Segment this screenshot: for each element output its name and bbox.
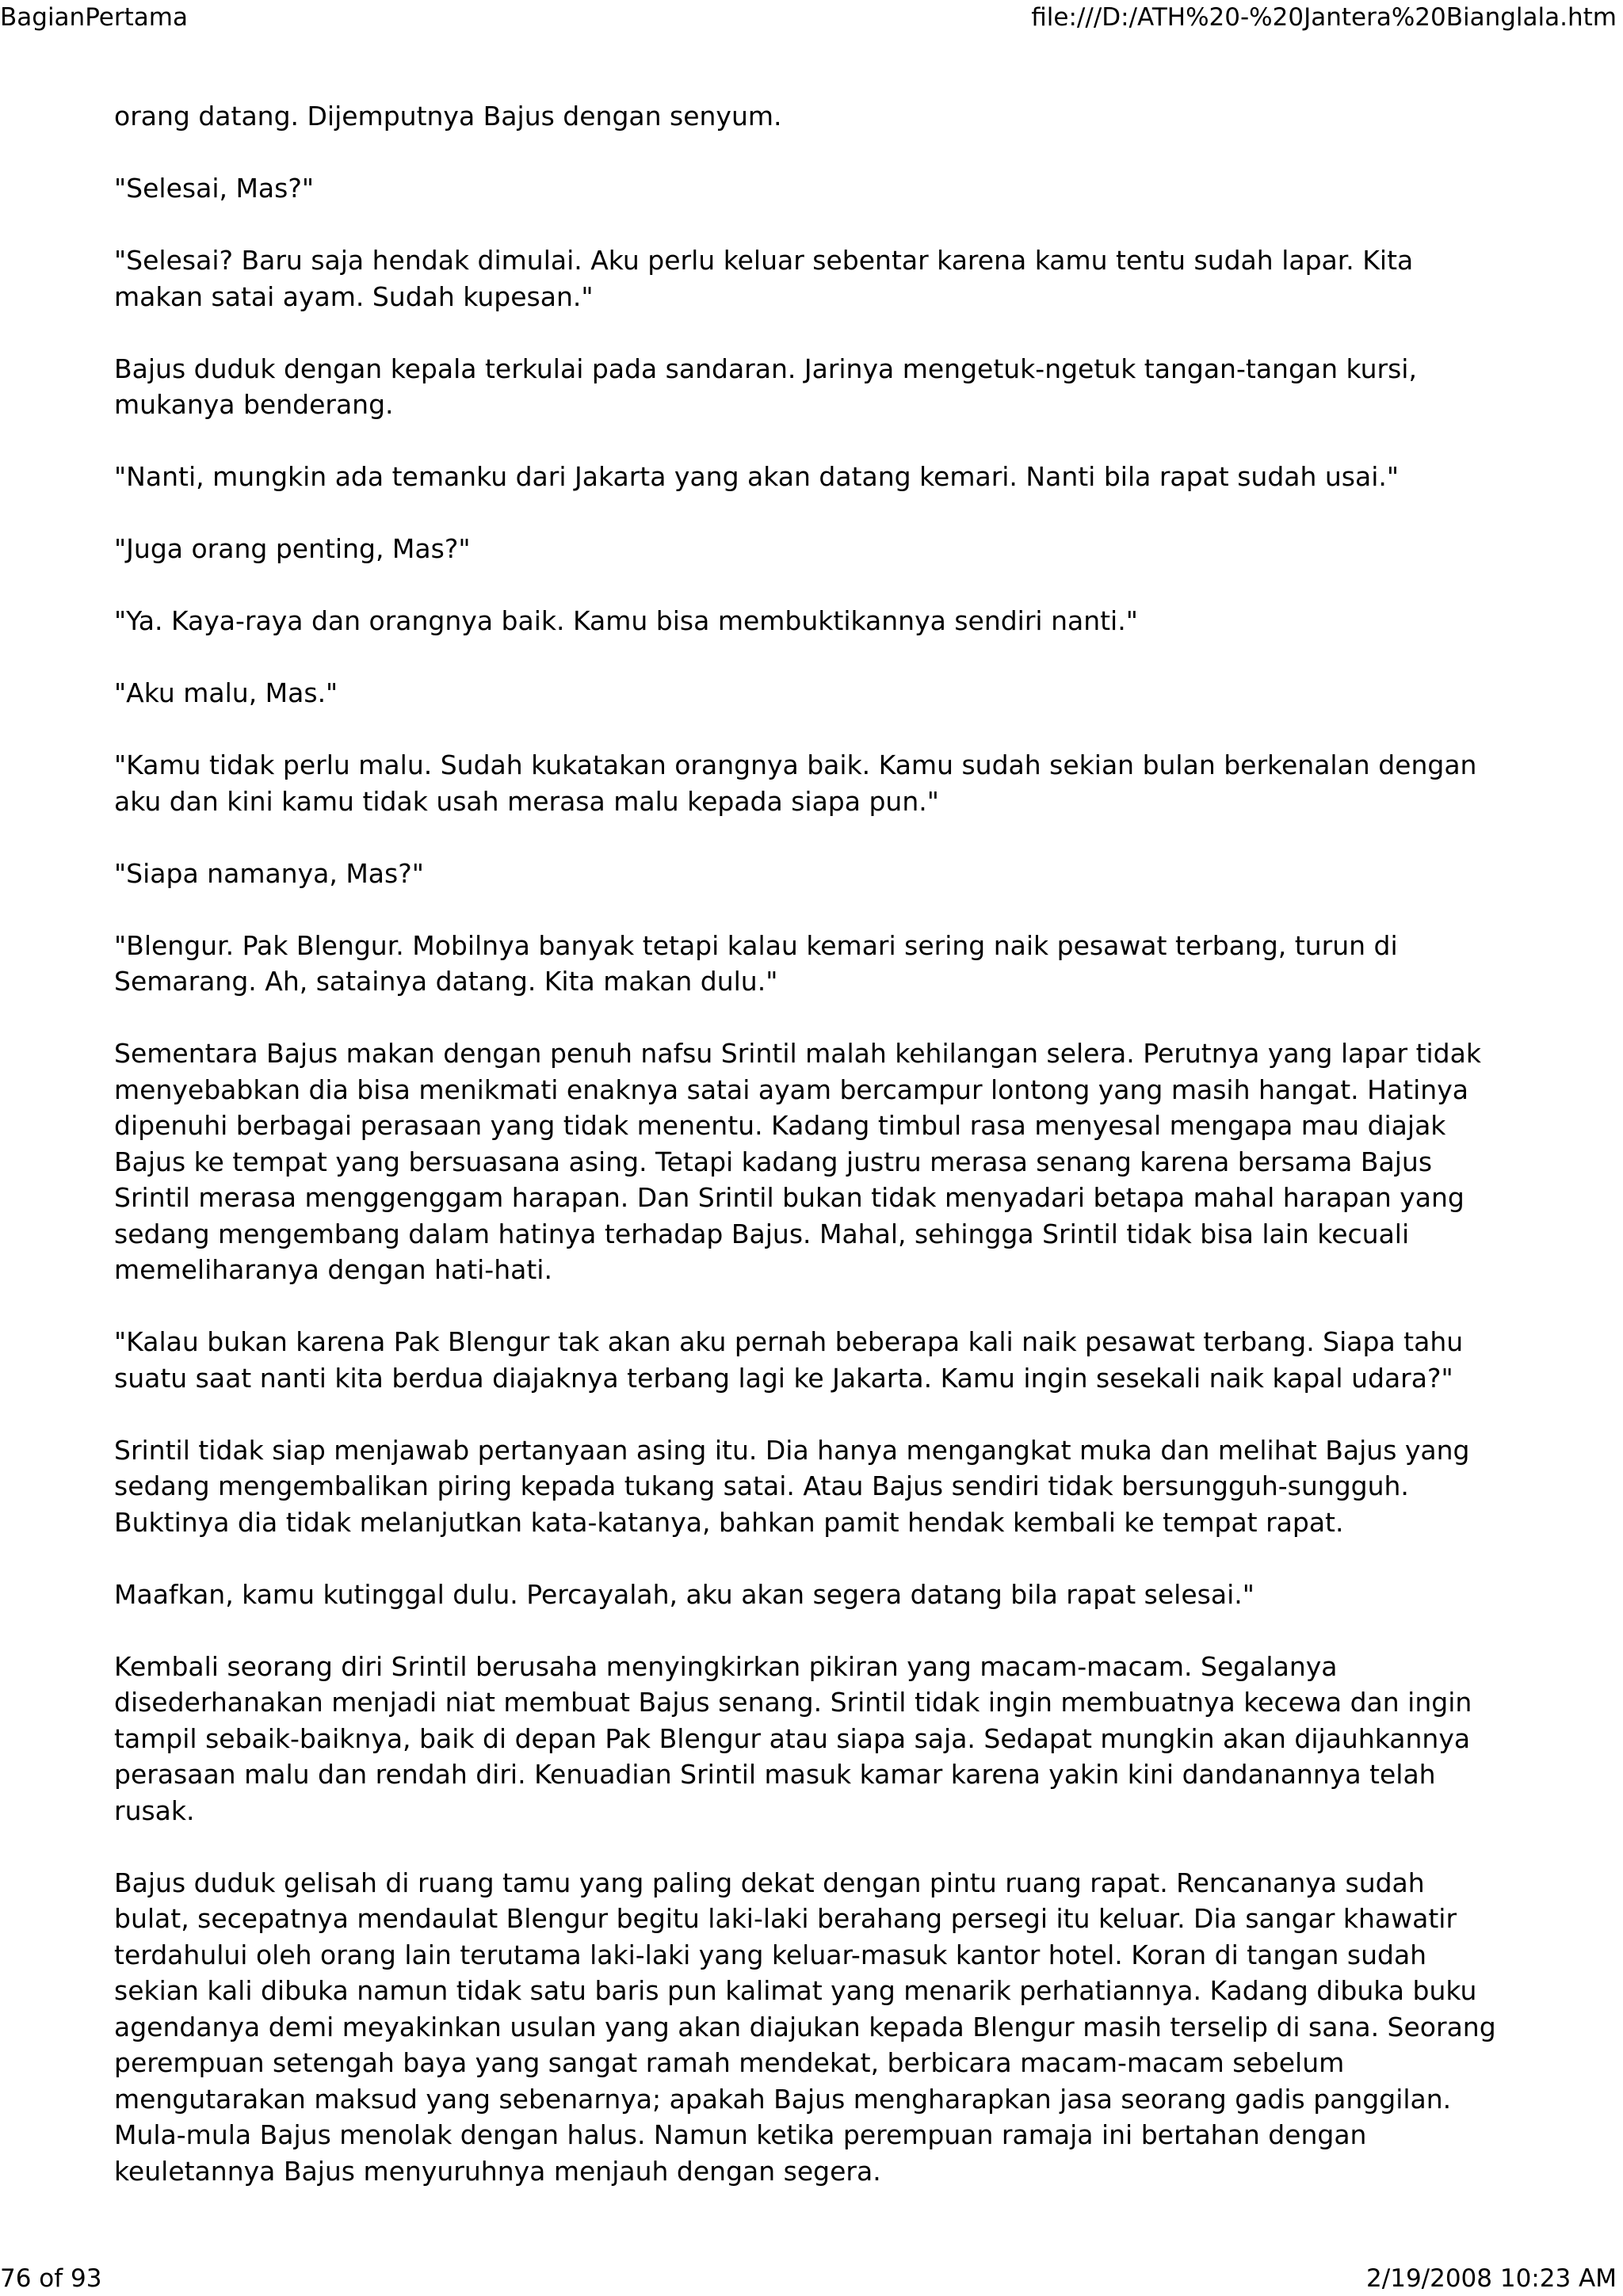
document-body bbox=[114, 98, 1506, 2225]
paragraph: "Selesai, Mas?" bbox=[114, 173, 315, 204]
paragraph: Bajus duduk gelisah di ruang tamu yang paling dekat dengan pintu ruang rapat. Rencananya sudah bulat, secepatnya mendaulat Blengur begitu laki-laki berahang persegi itu keluar. Dia sangar khawatir terdahului oleh orang lain terutama laki-laki yang keluar-masuk kantor hotel. Koran di tangan sudah sekian kali dibuka namun tidak satu baris pun kalimat yang menarik perhatiannya. Kadang dibuka buku agendanya demi meyakinkan usulan yang akan diajukan kepada Blengur masih terselip di sana. Seorang perempuan setengah baya yang sangat ramah mendekat, berbicara macam-macam sebelum mengutarakan maksud yang sebenarnya; apakah Bajus mengharapkan jasa seorang gadis panggilan. Mula-mula Bajus menolak dengan halus. Namun ketika perempuan ramaja ini bertahan dengan keuletannya Bajus menyuruhnya menjauh dengan segera. bbox=[114, 1867, 1496, 2187]
paragraph: Sementara Bajus makan dengan penuh nafsu Srintil malah kehilangan selera. Perutnya yang lapar tidak menyebabkan dia bisa menikmati enaknya satai ayam bercampur lontong yang masih hangat. Hatinya dipenuhi berbagai perasaan yang tidak menentu. Kadang timbul rasa menyesal mengapa mau diajak Bajus ke tempat yang bersuasana asing. Tetapi kadang justru merasa senang karena bersama Bajus Srintil merasa menggenggam harapan. Dan Srintil bukan tidak menyadari betapa mahal harapan yang sedang mengembang dalam hatinya terhadap Bajus. Mahal, sehingga Srintil tidak bisa lain kecuali memeliharanya dengan hati-hati. bbox=[114, 1038, 1481, 1285]
paragraph: Maafkan, kamu kutinggal dulu. Percayalah, aku akan segera datang bila rapat selesai." bbox=[114, 1578, 1254, 1610]
paragraph: "Nanti, mungkin ada temanku dari Jakarta yang akan datang kemari. Nanti bila rapat sudah usai." bbox=[114, 461, 1400, 492]
paragraph: "Aku malu, Mas." bbox=[114, 677, 338, 708]
print-header bbox=[0, 0, 1623, 35]
print-footer bbox=[0, 2261, 1623, 2296]
page-url: file:///D:/ATH%20-%20Jantera%20Bianglala.htm bbox=[1031, 3, 1617, 32]
paragraph: "Kalau bukan karena Pak Blengur tak akan aku pernah beberapa kali naik pesawat terbang. Siapa tahu suatu saat nanti kita berdua diajaknya terbang lagi ke Jakarta. Kamu ingin sesekali naik kapal udara?" bbox=[114, 1326, 1464, 1394]
paragraph: "Kamu tidak perlu malu. Sudah kukatakan orangnya baik. Kamu sudah sekian bulan berkenalan dengan aku dan kini kamu tidak usah merasa malu kepada siapa pun." bbox=[114, 749, 1477, 817]
paragraph: Bajus duduk dengan kepala terkulai pada sandaran. Jarinya mengetuk-ngetuk tangan-tangan kursi, mukanya benderang. bbox=[114, 353, 1417, 420]
print-timestamp: 2/19/2008 10:23 AM bbox=[1366, 2264, 1617, 2293]
paragraph: Kembali seorang diri Srintil berusaha menyingkirkan pikiran yang macam-macam. Segalanya disederhanakan menjadi niat membuat Bajus senang. Srintil tidak ingin membuatnya kecewa dan ingin tampil sebaik-baiknya, baik di depan Pak Blengur atau siapa saja. Sedapat mungkin akan dijauhkannya perasaan malu dan rendah diri. Kenuadian Srintil masuk kamar karena yakin kini dandanannya telah rusak. bbox=[114, 1650, 1472, 1826]
paragraph: "Juga orang penting, Mas?" bbox=[114, 533, 471, 564]
paragraph: Srintil tidak siap menjawab pertanyaan asing itu. Dia hanya mengangkat muka dan melihat Bajus yang sedang mengembalikan piring kepada tukang satai. Atau Bajus sendiri tidak bersungguh-sungguh. Buktinya dia tidak melanjutkan kata-katanya, bahkan pamit hendak kembali ke tempat rapat. bbox=[114, 1434, 1470, 1538]
paragraph: "Blengur. Pak Blengur. Mobilnya banyak tetapi kalau kemari sering naik pesawat terbang, turun di Semarang. Ah, satainya datang. Kita makan dulu." bbox=[114, 929, 1398, 997]
paragraph: "Selesai? Baru saja hendak dimulai. Aku perlu keluar sebentar karena kamu tentu sudah lapar. Kita makan satai ayam. Sudah kupesan." bbox=[114, 245, 1414, 312]
page-count: 76 of 93 bbox=[0, 2264, 102, 2293]
paragraph: "Siapa namanya, Mas?" bbox=[114, 857, 424, 889]
paragraph: orang datang. Dijemputnya Bajus dengan senyum. bbox=[114, 101, 782, 132]
paragraph: "Ya. Kaya-raya dan orangnya baik. Kamu bisa membuktikannya sendiri nanti." bbox=[114, 605, 1138, 636]
page-title: BagianPertama bbox=[0, 3, 188, 32]
